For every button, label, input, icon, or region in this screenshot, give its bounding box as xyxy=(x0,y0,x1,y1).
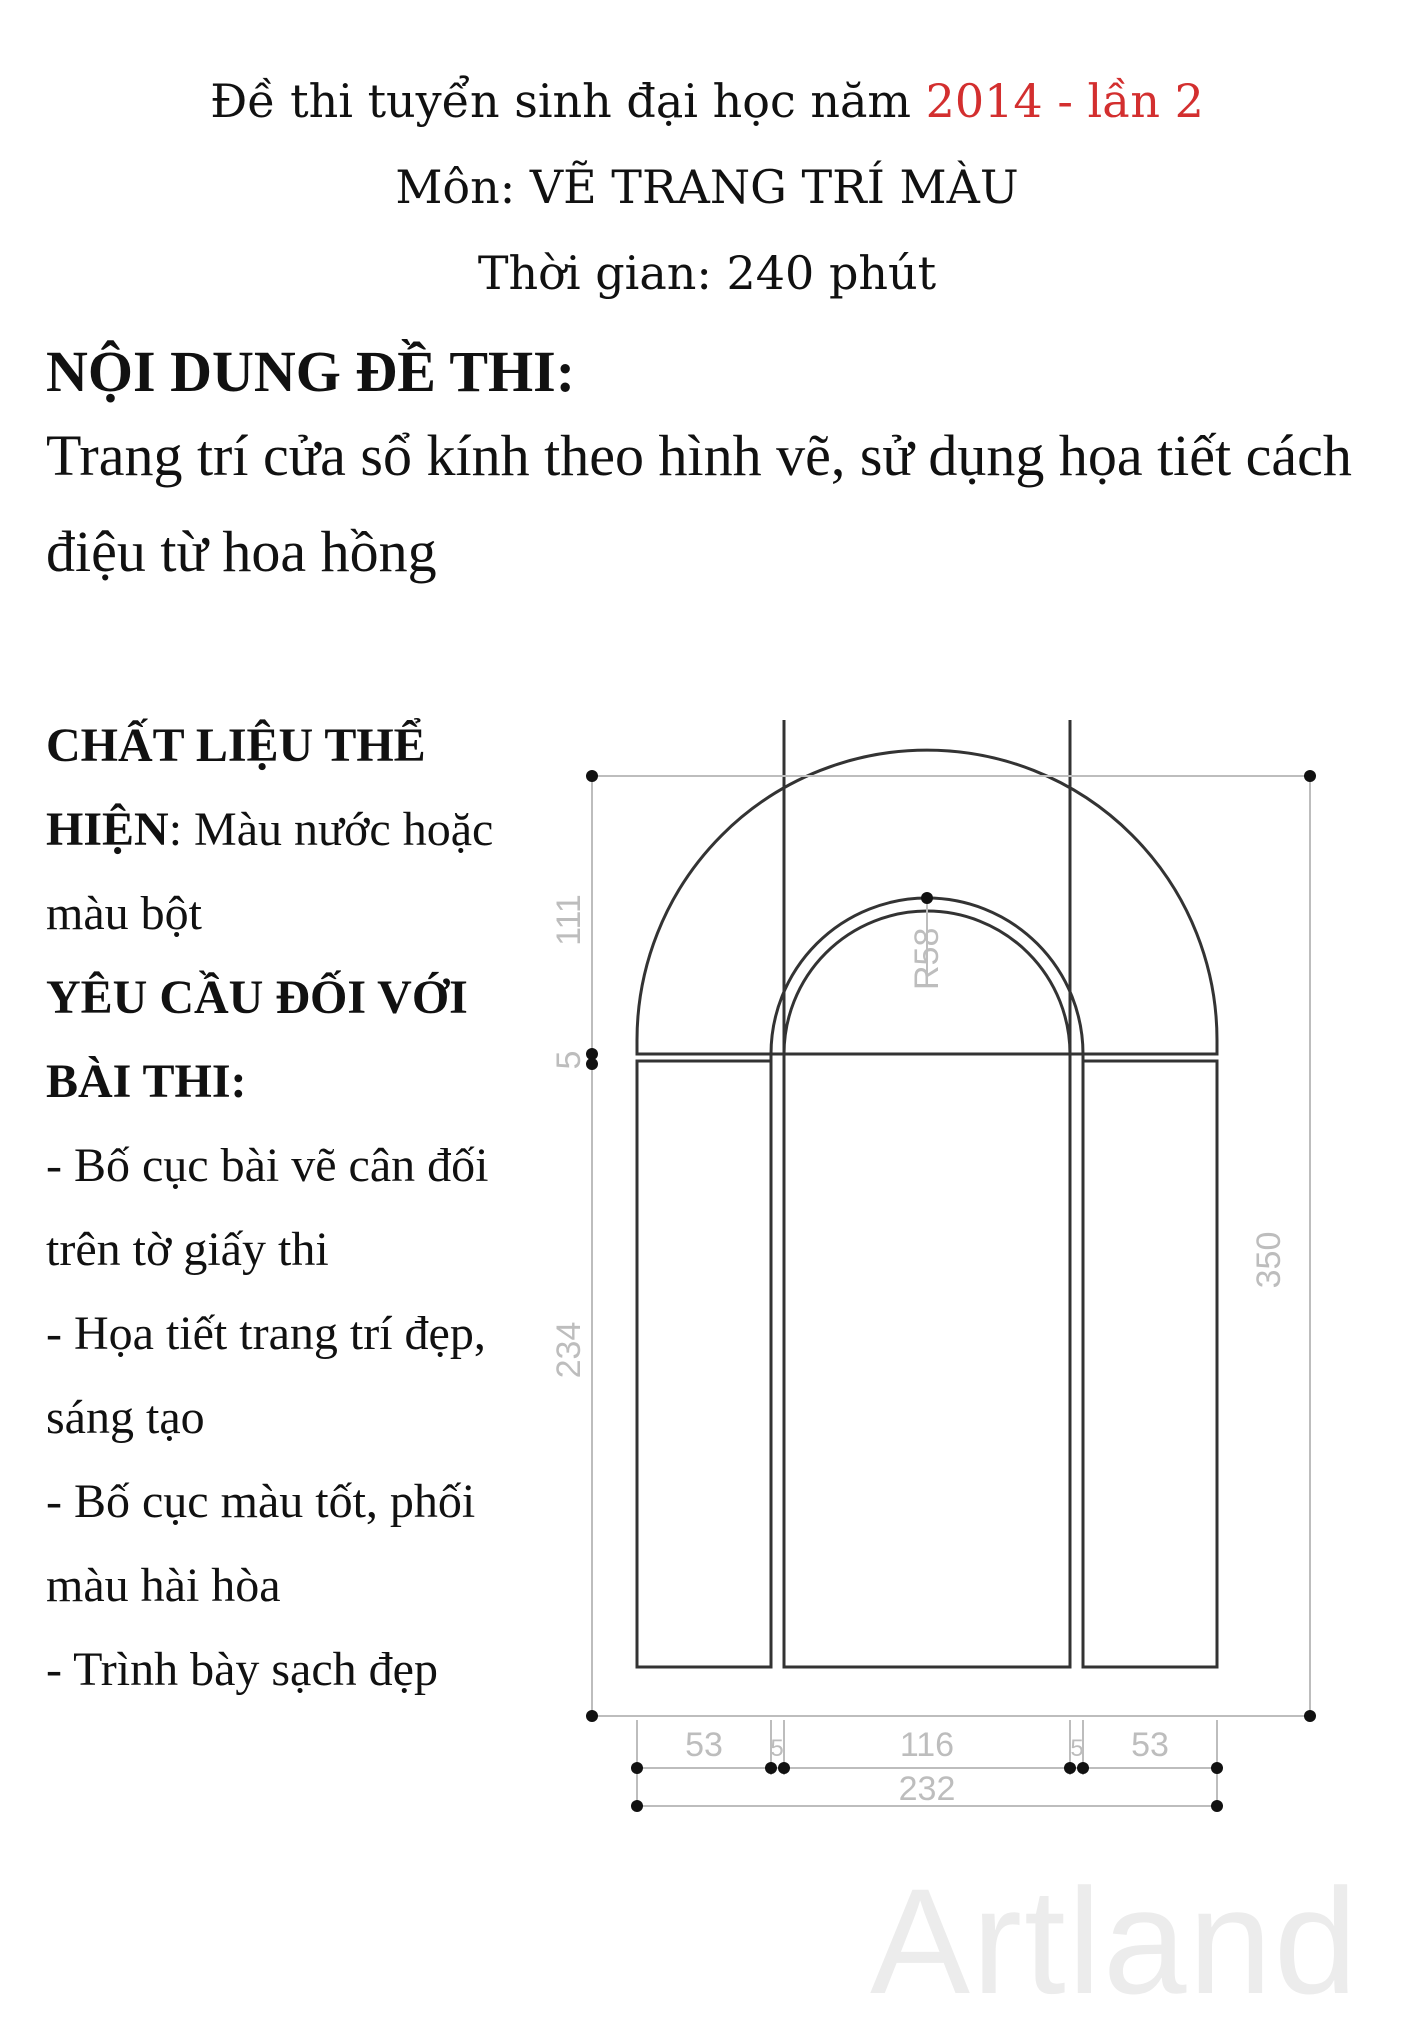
header-subject: Môn: VẼ TRANG TRÍ MÀU xyxy=(395,160,1019,214)
dim-arch-height: 111 xyxy=(550,894,588,946)
dim-dot xyxy=(1064,1762,1076,1774)
dim-bottom-left: 53 xyxy=(685,1726,723,1764)
dim-total-height: 350 xyxy=(1250,1231,1288,1289)
header-line-exam xyxy=(0,58,1414,144)
requirement-item: - Bố cục bài vẽ cân đối trên tờ giấy thi xyxy=(46,1139,489,1276)
center-panel xyxy=(784,911,1070,1667)
inner-arch-glass xyxy=(784,720,1070,1367)
requirements-column xyxy=(46,704,546,1712)
dim-dot xyxy=(1211,1800,1223,1812)
dim-bottom-center: 116 xyxy=(899,1726,955,1764)
dim-radius: R58 xyxy=(908,927,946,990)
dim-bottom-gap-right: 5 xyxy=(1070,1735,1084,1762)
dim-dot xyxy=(631,1800,643,1812)
left-panel xyxy=(637,1061,771,1667)
exam-header xyxy=(0,58,1414,316)
dim-bottom-gap-left: 5 xyxy=(770,1735,784,1762)
dim-dot xyxy=(1304,1710,1316,1722)
dim-dot xyxy=(1211,1762,1223,1774)
header-exam-prefix: Đề thi tuyển sinh đại học năm xyxy=(210,74,926,128)
header-exam-year: 2014 - lần 2 xyxy=(925,74,1204,128)
dim-side-height: 234 xyxy=(550,1321,588,1379)
requirement-item: - Trình bày sạch đẹp xyxy=(46,1643,438,1696)
window-drawing xyxy=(540,720,1340,1820)
material-label: CHẤT LIỆU THỂ HIỆN xyxy=(46,719,426,856)
dim-dot xyxy=(1077,1762,1089,1774)
dim-dot xyxy=(765,1762,777,1774)
dim-dot xyxy=(586,1710,598,1722)
dim-bottom-right: 53 xyxy=(1131,1726,1169,1764)
dim-dot xyxy=(631,1762,643,1774)
dim-dot xyxy=(1304,770,1316,782)
dim-dot xyxy=(586,770,598,782)
dim-dot xyxy=(921,892,933,904)
header-duration: Thời gian: 240 phút xyxy=(477,246,937,300)
watermark: Artland xyxy=(870,1857,1360,2025)
dim-dot xyxy=(778,1762,790,1774)
requirement-item: - Bố cục màu tốt, phối màu hài hòa xyxy=(46,1475,476,1612)
material-value: : Màu nước hoặc màu bột xyxy=(46,803,494,940)
dim-gap-height: 5 xyxy=(550,1050,588,1070)
material-paragraph xyxy=(46,704,546,956)
content-description: Trang trí cửa sổ kính theo hình vẽ, sử dụng họa tiết cách điệu từ hoa hồng xyxy=(46,423,1352,584)
content-title: NỘI DUNG ĐỀ THI: xyxy=(46,339,576,404)
dim-total-width: 232 xyxy=(898,1770,956,1808)
right-panel xyxy=(1083,1061,1217,1667)
requirement-item: - Họa tiết trang trí đẹp, sáng tạo xyxy=(46,1307,486,1444)
requirements-title: YÊU CẦU ĐỐI VỚI BÀI THI: xyxy=(46,971,468,1108)
